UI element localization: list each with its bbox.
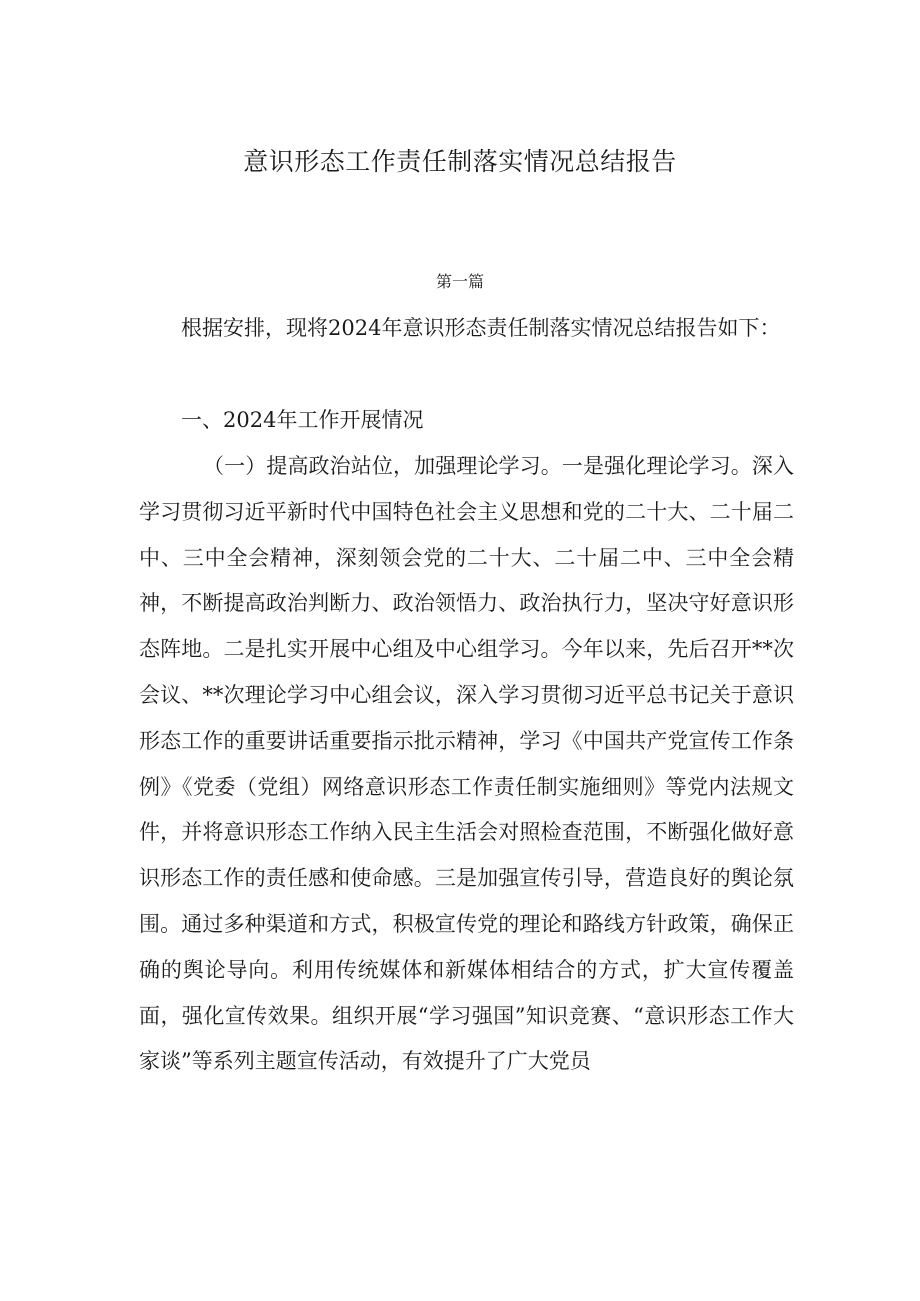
section-heading: 一、2024年工作开展情况	[181, 408, 424, 432]
section-label: 第一篇	[435, 272, 484, 291]
intro-paragraph: 根据安排，现将2024年意识形态责任制落实情况总结报告如下：	[181, 316, 781, 340]
document-title: 意识形态工作责任制落实情况总结报告	[243, 147, 677, 176]
body-paragraph: （一）提高政治站位，加强理论学习。一是强化理论学习。深入学习贯彻习近平新时代中国特色社会主义思想和党的二十大、二十届二中、三中全会精神，深刻领会党的二十大、二十届二中、三中全会精神，不断提高政治判断力、政治领悟力、政治执行力，坚决守好意识形态阵地。二是扎实开展中心组及中心组学习。今年以来，先后召开**次会议、**次理论学习中心组会议，深入学习贯彻习近平总书记关于意识形态工作的重要讲话重要指示批示精神，学习《中国共产党宣传工作条例》《党委（党组）网络意识形态工作责任制实施细则》等党内法规文件，并将意识形态工作纳入民主生活会对照检查范围，不断强化做好意识形态工作的责任感和使命感。三是加强宣传引导，营造良好的舆论氛围。通过多种渠道和方式，积极宣传党的理论和路线方针政策，确保正确的舆论导向。利用传统媒体和新媒体相结合的方式，扩大宣传覆盖面，强化宣传效果。组织开展“学习强国”知识竞赛、“意识形态工作大家谈”等系列主题宣传活动，有效提升了广大党员	[139, 454, 794, 1074]
